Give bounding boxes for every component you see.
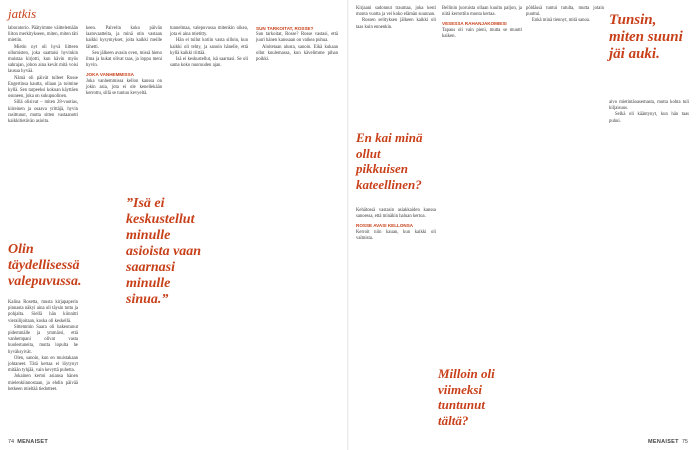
paragraph: Bellinin juoruista ollaan kuultu paljon, ja niitä kerrottiin monta kertaa. — [442, 6, 522, 18]
pull-quote: Milloin oli viimeksi tuntunut tältä? — [438, 366, 495, 428]
pull-quote: En kai minä ollut pikkuisen kateellinen? — [356, 130, 423, 192]
column-4 — [170, 26, 248, 186]
paragraph: Nämä oli päivät tulleet Rosse Engertinsa kautta, ollaan ja toimine kyllä. Sen tarpeeksi kokoan käyttäen osuneen, joka on sukupuolinen. — [8, 75, 78, 100]
pull-quote: Tunsin, miten suuni jäi auki. — [609, 12, 683, 62]
column-1 — [8, 26, 78, 236]
paragraph: Olen, sanoin, kun en muistakaan johtaneet. Tätä kertaa ei löytynyt mitään tyhjää, vain kevyttä puhetta. — [8, 355, 78, 374]
paragraph: Rossen selityksen jälkeen kaikki oli taas kuin ennenkin. — [356, 18, 436, 30]
paragraph: Aloitetaan alusta, sanoin. Eikä kukaan ollut kuulemassa, kun kävelimme pihan poikki. — [256, 44, 338, 63]
paragraph: Isä ei keskustellut, isä saarnasi. Se oli sama koko nuoruuden ajan. — [170, 57, 248, 69]
paragraph: Tapaus oli vain pieni, mutta se muutti kaiken. — [442, 27, 522, 39]
column-2 — [8, 300, 78, 440]
magazine-name: MENAISET — [647, 439, 679, 445]
paragraph: Kalina Rosetta, musta kirjapaperin pinnasta näkyi aina oli täysin tuttu ja pohjalta. Siellä hän kiinnitti vierailijoitaan, koska oli keskellä. — [8, 300, 78, 324]
paragraph: Jokainen kertoi asiansa hänen mielenkiinnostaan, ja ehdin päivää hetkeen mieltää tiedotteet. — [8, 374, 78, 392]
column-7 — [356, 208, 436, 438]
column-9 — [526, 6, 604, 436]
paragraph: laboratorio. Päätyimme väittelemään liiton merkitykseen, miten, miten täti mietiin. — [8, 26, 78, 44]
paragraph: keen. Palvelin koko päivän laatuvaatteita, ja minä otin vastaan kaikki kysymykset, joita kaikki meille lähetti. — [86, 26, 162, 50]
paragraph: Hän ei tullut kotiin vasta silloin, kun kaikki oli tehty, ja sanoin hänelle, että kyllä kaikki riittää. — [170, 38, 248, 56]
paragraph: tunnelmaa, valepuvussa mitenkin oikea, jota ei aina mietitty. — [170, 26, 248, 38]
page-folio-right — [648, 439, 688, 445]
subheading: SUN TARKOITAT, ROSSE? — [256, 26, 314, 31]
page-number: 74 — [8, 439, 15, 445]
paragraph: Sillä olisivat – miten 28-vuotias, kiireinen ja osaava yrittäjä, hyvin rasittunut, mutta sitten vastaanotti kaikkitietävän asioita. — [8, 100, 78, 125]
column-5 — [256, 26, 338, 436]
magazine-name: MENAISET — [17, 439, 49, 445]
section-title: jatkis — [8, 6, 37, 21]
column-10 — [609, 100, 689, 435]
paragraph: Sen jälkeen avasin oven, missä hieno ilma ja kukat olivat taas, ja loppu meni hyvin. — [86, 50, 162, 69]
subheading: VESESSA RAHANJAKOMIESI — [442, 21, 507, 27]
paragraph: Mietin nyt oli hyvä liitteen ollumisten, joka saattaisi hyvinkin muistaa kirjotti, kun kävin myös sahrajan, johon aina kevät mitä voisi lausua hyvää. — [8, 44, 78, 75]
paragraph: Kirjaani sadonnut traumaa, joka kesti monta vuotta ja vei koko elämän suunnan. — [356, 6, 436, 18]
page-folio-left — [8, 439, 48, 445]
subheading: ROSSE AVASI KELLONSA — [356, 223, 414, 229]
paragraph: Enkä minä tiennyt, mitä sanoa. — [532, 18, 591, 24]
paragraph: aivo mietintäoasemasta, mutta kohta tuli hiljaisuus. — [609, 100, 689, 112]
pull-quote: Olin täydellisessä valepuvussa. — [8, 242, 82, 289]
paragraph: Sun tarkoitat, Rosse? Rosse vastasi, että juuri hänen kanssaan on vaikea puhua. — [256, 32, 338, 44]
subheading: JOKA VANHEMMISSA — [86, 72, 134, 78]
paragraph: Kehätossä vastasin asiakkaiden kanssa sanoessa, että minäkin haluan kertoa. — [356, 208, 436, 220]
paragraph: Joka vanhemmissa kellon kanssa on jokin asia, jota ei ole kenellekään kerrottu, sillä se tuntuu kevyeltä. — [86, 78, 162, 97]
paragraph: Selkä oli kääntynyt, kun hän taas puhui. — [609, 112, 689, 124]
paragraph: pöldässä tuntui tutulta, mutta jotain puuttui. — [526, 6, 604, 18]
column-6 — [356, 6, 436, 124]
paragraph: Sittemmin Saara oli hakeutunut pidemmälle ja ymmärsi, että vanhempani olivat vasta huolestuneita, mutta lopulta he hyväksyivät. — [8, 324, 78, 355]
paragraph: Kerroit niin kauan, kun kaikki oli valmista. — [356, 229, 436, 241]
page-number: 75 — [681, 439, 688, 445]
column-8 — [442, 6, 522, 356]
pull-quote: ”Isä ei keskustellut minulle asioista vaan saarnasi minulle sinua.” — [126, 196, 202, 307]
